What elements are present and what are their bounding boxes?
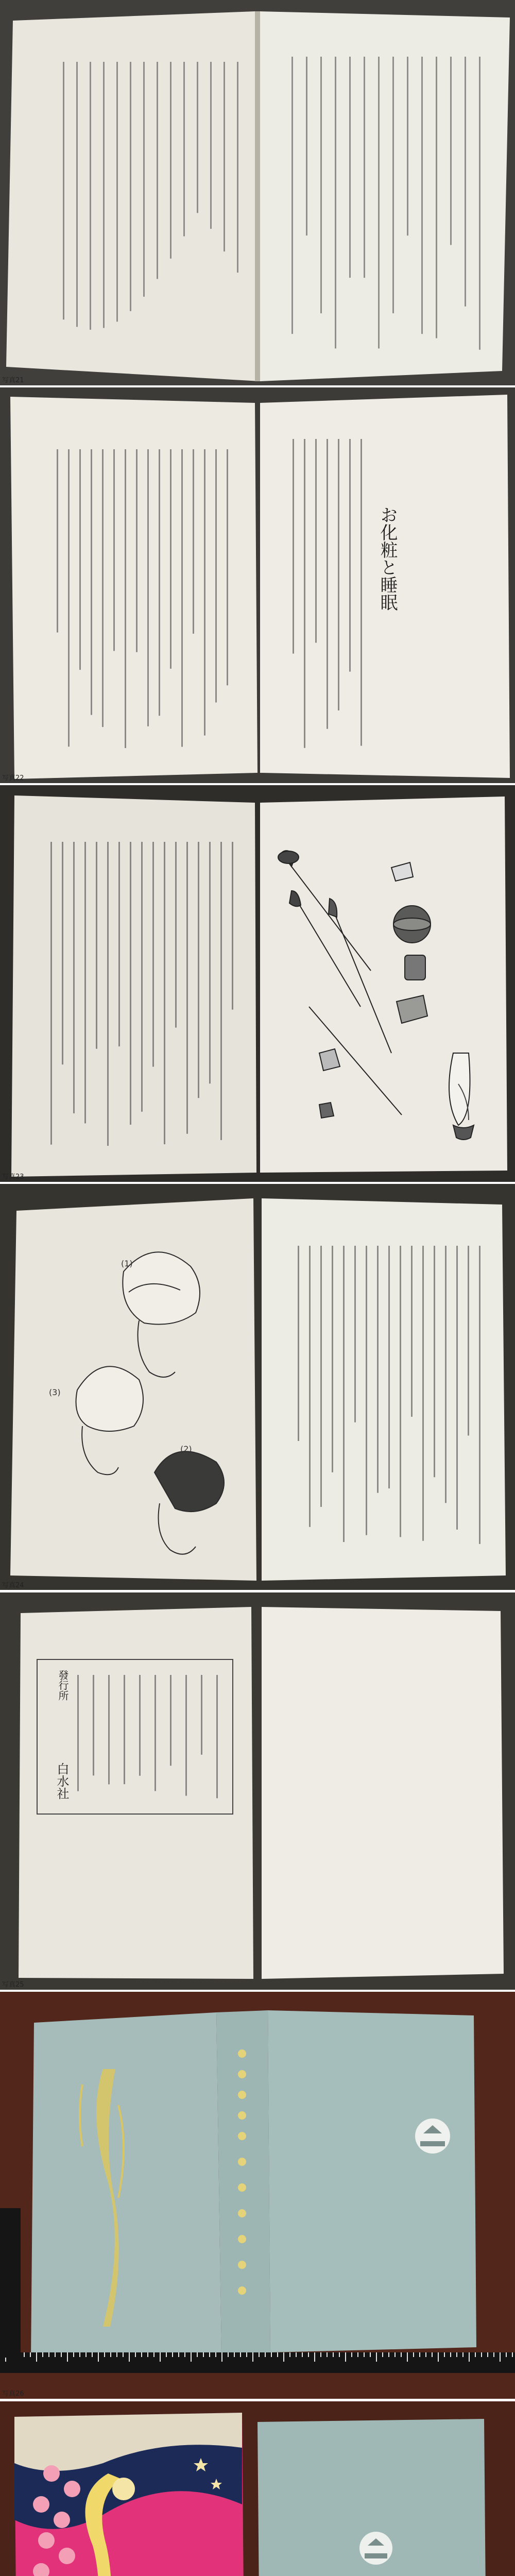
text-line	[320, 1246, 322, 1507]
ruler-tick	[252, 2352, 253, 2362]
ruler-tick	[79, 2352, 80, 2357]
text-line	[227, 449, 228, 685]
ruler-tick	[413, 2352, 414, 2357]
ruler-tick	[462, 2352, 464, 2357]
ruler-tick	[500, 2352, 501, 2362]
ruler-tick	[450, 2352, 451, 2357]
text-line	[434, 1246, 435, 1477]
text-line	[141, 842, 143, 1112]
text-line	[198, 842, 199, 1098]
text-line	[136, 449, 138, 652]
text-line	[232, 842, 233, 1010]
text-line	[143, 62, 145, 297]
ruler-tick	[425, 2352, 426, 2357]
text-line	[93, 1675, 94, 1775]
ruler-tick	[104, 2352, 105, 2357]
text-line	[210, 62, 212, 229]
ruler-tick	[42, 2352, 43, 2357]
photo-25	[0, 1592, 515, 1990]
text-line	[377, 1246, 379, 1493]
ruler-tick	[277, 2352, 278, 2357]
text-line	[130, 62, 131, 311]
ruler-tick	[184, 2352, 185, 2357]
ruler-tick	[259, 2352, 260, 2357]
ruler-tick	[129, 2352, 130, 2362]
ruler-tick	[135, 2352, 136, 2357]
ruler-tick	[357, 2352, 358, 2357]
photo-21	[0, 0, 515, 385]
photo-23	[0, 785, 515, 1182]
text-line	[57, 449, 58, 633]
text-line	[378, 57, 380, 348]
ruler-tick	[419, 2352, 420, 2357]
ruler-tick	[240, 2352, 241, 2357]
text-line	[304, 439, 305, 748]
ruler-tick	[394, 2352, 396, 2357]
text-line	[479, 1246, 480, 1544]
text-line	[445, 1246, 447, 1503]
chapter-heading: お化粧と睡眠	[377, 506, 398, 611]
text-line	[349, 57, 351, 278]
text-line	[422, 1246, 424, 1541]
text-line	[349, 439, 351, 672]
book-emblem	[359, 2532, 392, 2565]
text-line	[354, 1246, 356, 1422]
text-line	[175, 842, 177, 1028]
ruler-tick	[481, 2352, 482, 2357]
ruler-tick	[73, 2352, 74, 2357]
issuer-label: 發行所	[57, 1670, 69, 1701]
ruler-tick	[432, 2352, 433, 2357]
photo-24	[0, 1184, 515, 1590]
ruler-tick	[320, 2352, 321, 2357]
text-line	[103, 62, 105, 328]
ruler-tick	[296, 2352, 297, 2357]
book-spread-text-image	[0, 387, 515, 783]
ruler-tick	[110, 2352, 111, 2357]
text-line	[164, 842, 165, 1144]
text-line	[152, 842, 154, 1067]
text-line	[320, 57, 322, 313]
text-line	[62, 842, 63, 1064]
ruler-tick	[36, 2352, 37, 2362]
text-line	[468, 1246, 469, 1435]
ruler-tick	[345, 2352, 346, 2362]
ruler-tick	[506, 2352, 507, 2357]
ruler-tick	[370, 2352, 371, 2357]
ruler-tick	[364, 2352, 365, 2357]
svg-text:(3): (3)	[49, 1387, 61, 1397]
text-line	[90, 62, 91, 330]
text-line	[154, 1675, 156, 1791]
text-line	[50, 842, 52, 1145]
text-line	[91, 449, 92, 715]
ruler-tick	[166, 2352, 167, 2357]
text-line	[400, 1246, 401, 1537]
cloth-cover-image	[0, 1992, 515, 2399]
ruler-tick	[327, 2352, 328, 2357]
photo-26	[0, 1992, 515, 2399]
ruler-tick	[85, 2352, 87, 2357]
ruler-tick	[469, 2352, 470, 2362]
ruler-tick	[456, 2352, 457, 2357]
colophon-page-image	[0, 1592, 515, 1990]
ruler-tick	[147, 2352, 148, 2357]
ruler-tick	[512, 2352, 513, 2357]
text-line	[450, 57, 452, 245]
text-line	[479, 57, 480, 350]
text-line	[108, 1675, 110, 1784]
caption-25: 写真25	[2, 1981, 24, 1989]
ruler-tick	[308, 2352, 309, 2357]
ruler-tick	[401, 2352, 402, 2357]
text-line	[197, 62, 198, 213]
ruler-tick	[178, 2352, 179, 2357]
text-line	[139, 1675, 141, 1776]
text-line	[181, 449, 183, 747]
text-line	[332, 1246, 333, 1472]
text-line	[465, 57, 466, 307]
text-line	[220, 842, 222, 1140]
ruler-tick	[376, 2352, 377, 2362]
caption-26: 写真26	[2, 2390, 24, 2398]
ruler-tick	[191, 2352, 192, 2362]
text-line	[343, 1246, 345, 1542]
text-line	[84, 842, 86, 1123]
ruler-tick	[160, 2352, 161, 2362]
text-line	[293, 439, 294, 654]
ruler-tick	[61, 2352, 62, 2357]
ruler-tick	[475, 2352, 476, 2357]
ruler-tick	[123, 2352, 124, 2357]
text-line	[130, 842, 131, 1125]
text-line	[124, 1675, 125, 1784]
ruler-tick	[92, 2352, 93, 2357]
ruler-tick	[289, 2352, 290, 2357]
text-line	[157, 62, 158, 279]
ruler-tick	[407, 2352, 408, 2362]
text-line	[79, 449, 81, 670]
text-line	[113, 449, 115, 651]
dust-jacket-image	[0, 2401, 515, 2576]
text-line	[291, 57, 293, 334]
ruler-tick	[265, 2352, 266, 2357]
ruler-tick	[203, 2352, 204, 2357]
caption-24: 写真24	[2, 1582, 24, 1589]
ruler-tick	[246, 2352, 247, 2357]
text-line	[63, 62, 64, 319]
ruler-tick	[314, 2352, 315, 2362]
ruler-tick	[48, 2352, 49, 2357]
ruler-tick	[493, 2352, 494, 2357]
ruler-tick	[271, 2352, 272, 2357]
book-spread-contents-image	[0, 0, 515, 385]
ruler-tick	[487, 2352, 488, 2357]
ruler-tick	[116, 2352, 117, 2357]
book-spread-hairstyles-image	[0, 1184, 515, 1590]
text-line	[338, 439, 339, 710]
ruler-tick	[67, 2352, 68, 2362]
text-line	[147, 449, 149, 726]
text-line	[116, 62, 118, 321]
text-line	[215, 449, 217, 702]
ruler-tick	[333, 2352, 334, 2357]
text-line	[209, 842, 211, 1083]
caption-23: 写真23	[2, 1173, 24, 1181]
text-line	[102, 449, 104, 727]
text-line	[366, 1246, 367, 1535]
caption-22: 写真22	[2, 774, 24, 782]
text-line	[364, 57, 365, 278]
ruler-vertical	[0, 2208, 21, 2358]
ruler-tick	[438, 2352, 439, 2362]
ruler-tick	[382, 2352, 383, 2357]
ruler-tick	[30, 2352, 31, 2357]
text-line	[298, 1246, 299, 1441]
ruler-tick	[283, 2352, 284, 2362]
text-line	[201, 1675, 202, 1755]
ruler-tick	[209, 2352, 210, 2357]
text-line	[96, 842, 97, 1049]
text-line	[125, 449, 126, 748]
text-line	[224, 62, 225, 251]
publisher-name: 白水社	[55, 1762, 69, 1800]
ruler-tick	[24, 2352, 25, 2357]
text-line	[335, 57, 336, 348]
ruler-tick	[351, 2352, 352, 2357]
text-line	[186, 842, 188, 1134]
text-line	[216, 1675, 218, 1798]
text-line	[193, 449, 194, 634]
text-line	[421, 57, 423, 334]
text-line	[392, 57, 394, 313]
ruler-tick	[339, 2352, 340, 2357]
ruler-tick	[153, 2352, 154, 2357]
ruler-tick	[141, 2352, 142, 2357]
ruler-tick	[197, 2352, 198, 2357]
text-line	[327, 439, 328, 729]
ruler-tick	[55, 2352, 56, 2357]
ruler-tick	[172, 2352, 173, 2357]
text-line	[159, 449, 160, 716]
text-line	[456, 1246, 458, 1530]
ruler-tick	[221, 2352, 222, 2362]
ruler-tick	[388, 2352, 389, 2357]
text-line	[170, 449, 171, 669]
book-spread-brushes-image	[0, 785, 515, 1182]
text-line	[107, 842, 109, 1146]
text-line	[309, 1246, 311, 1527]
text-line	[411, 1246, 413, 1417]
photo-22	[0, 387, 515, 783]
text-line	[204, 449, 205, 736]
ruler-tick	[215, 2352, 216, 2357]
text-line	[360, 439, 362, 746]
text-line	[315, 439, 317, 643]
text-line	[237, 62, 238, 273]
photo-27	[0, 2401, 515, 2576]
text-line	[73, 842, 75, 1113]
text-line	[306, 57, 307, 235]
ruler-tick	[302, 2352, 303, 2357]
text-line	[388, 1246, 390, 1488]
ruler-tick	[98, 2352, 99, 2362]
ruler-tick	[234, 2352, 235, 2357]
text-line	[170, 62, 171, 259]
text-line	[118, 842, 120, 1046]
text-line	[77, 1675, 79, 1791]
caption-21: 写真21	[2, 377, 24, 384]
text-line	[436, 57, 437, 338]
svg-text:(2): (2)	[180, 1444, 192, 1454]
ruler-tick	[228, 2352, 229, 2357]
text-line	[183, 62, 185, 236]
publisher-emblem	[415, 2119, 450, 2154]
text-line	[68, 449, 70, 747]
svg-text:(1): (1)	[121, 1259, 133, 1268]
text-line	[170, 1675, 171, 1766]
text-line	[185, 1675, 187, 1796]
ruler-tick	[444, 2352, 445, 2357]
text-line	[407, 57, 408, 235]
text-line	[76, 62, 78, 327]
